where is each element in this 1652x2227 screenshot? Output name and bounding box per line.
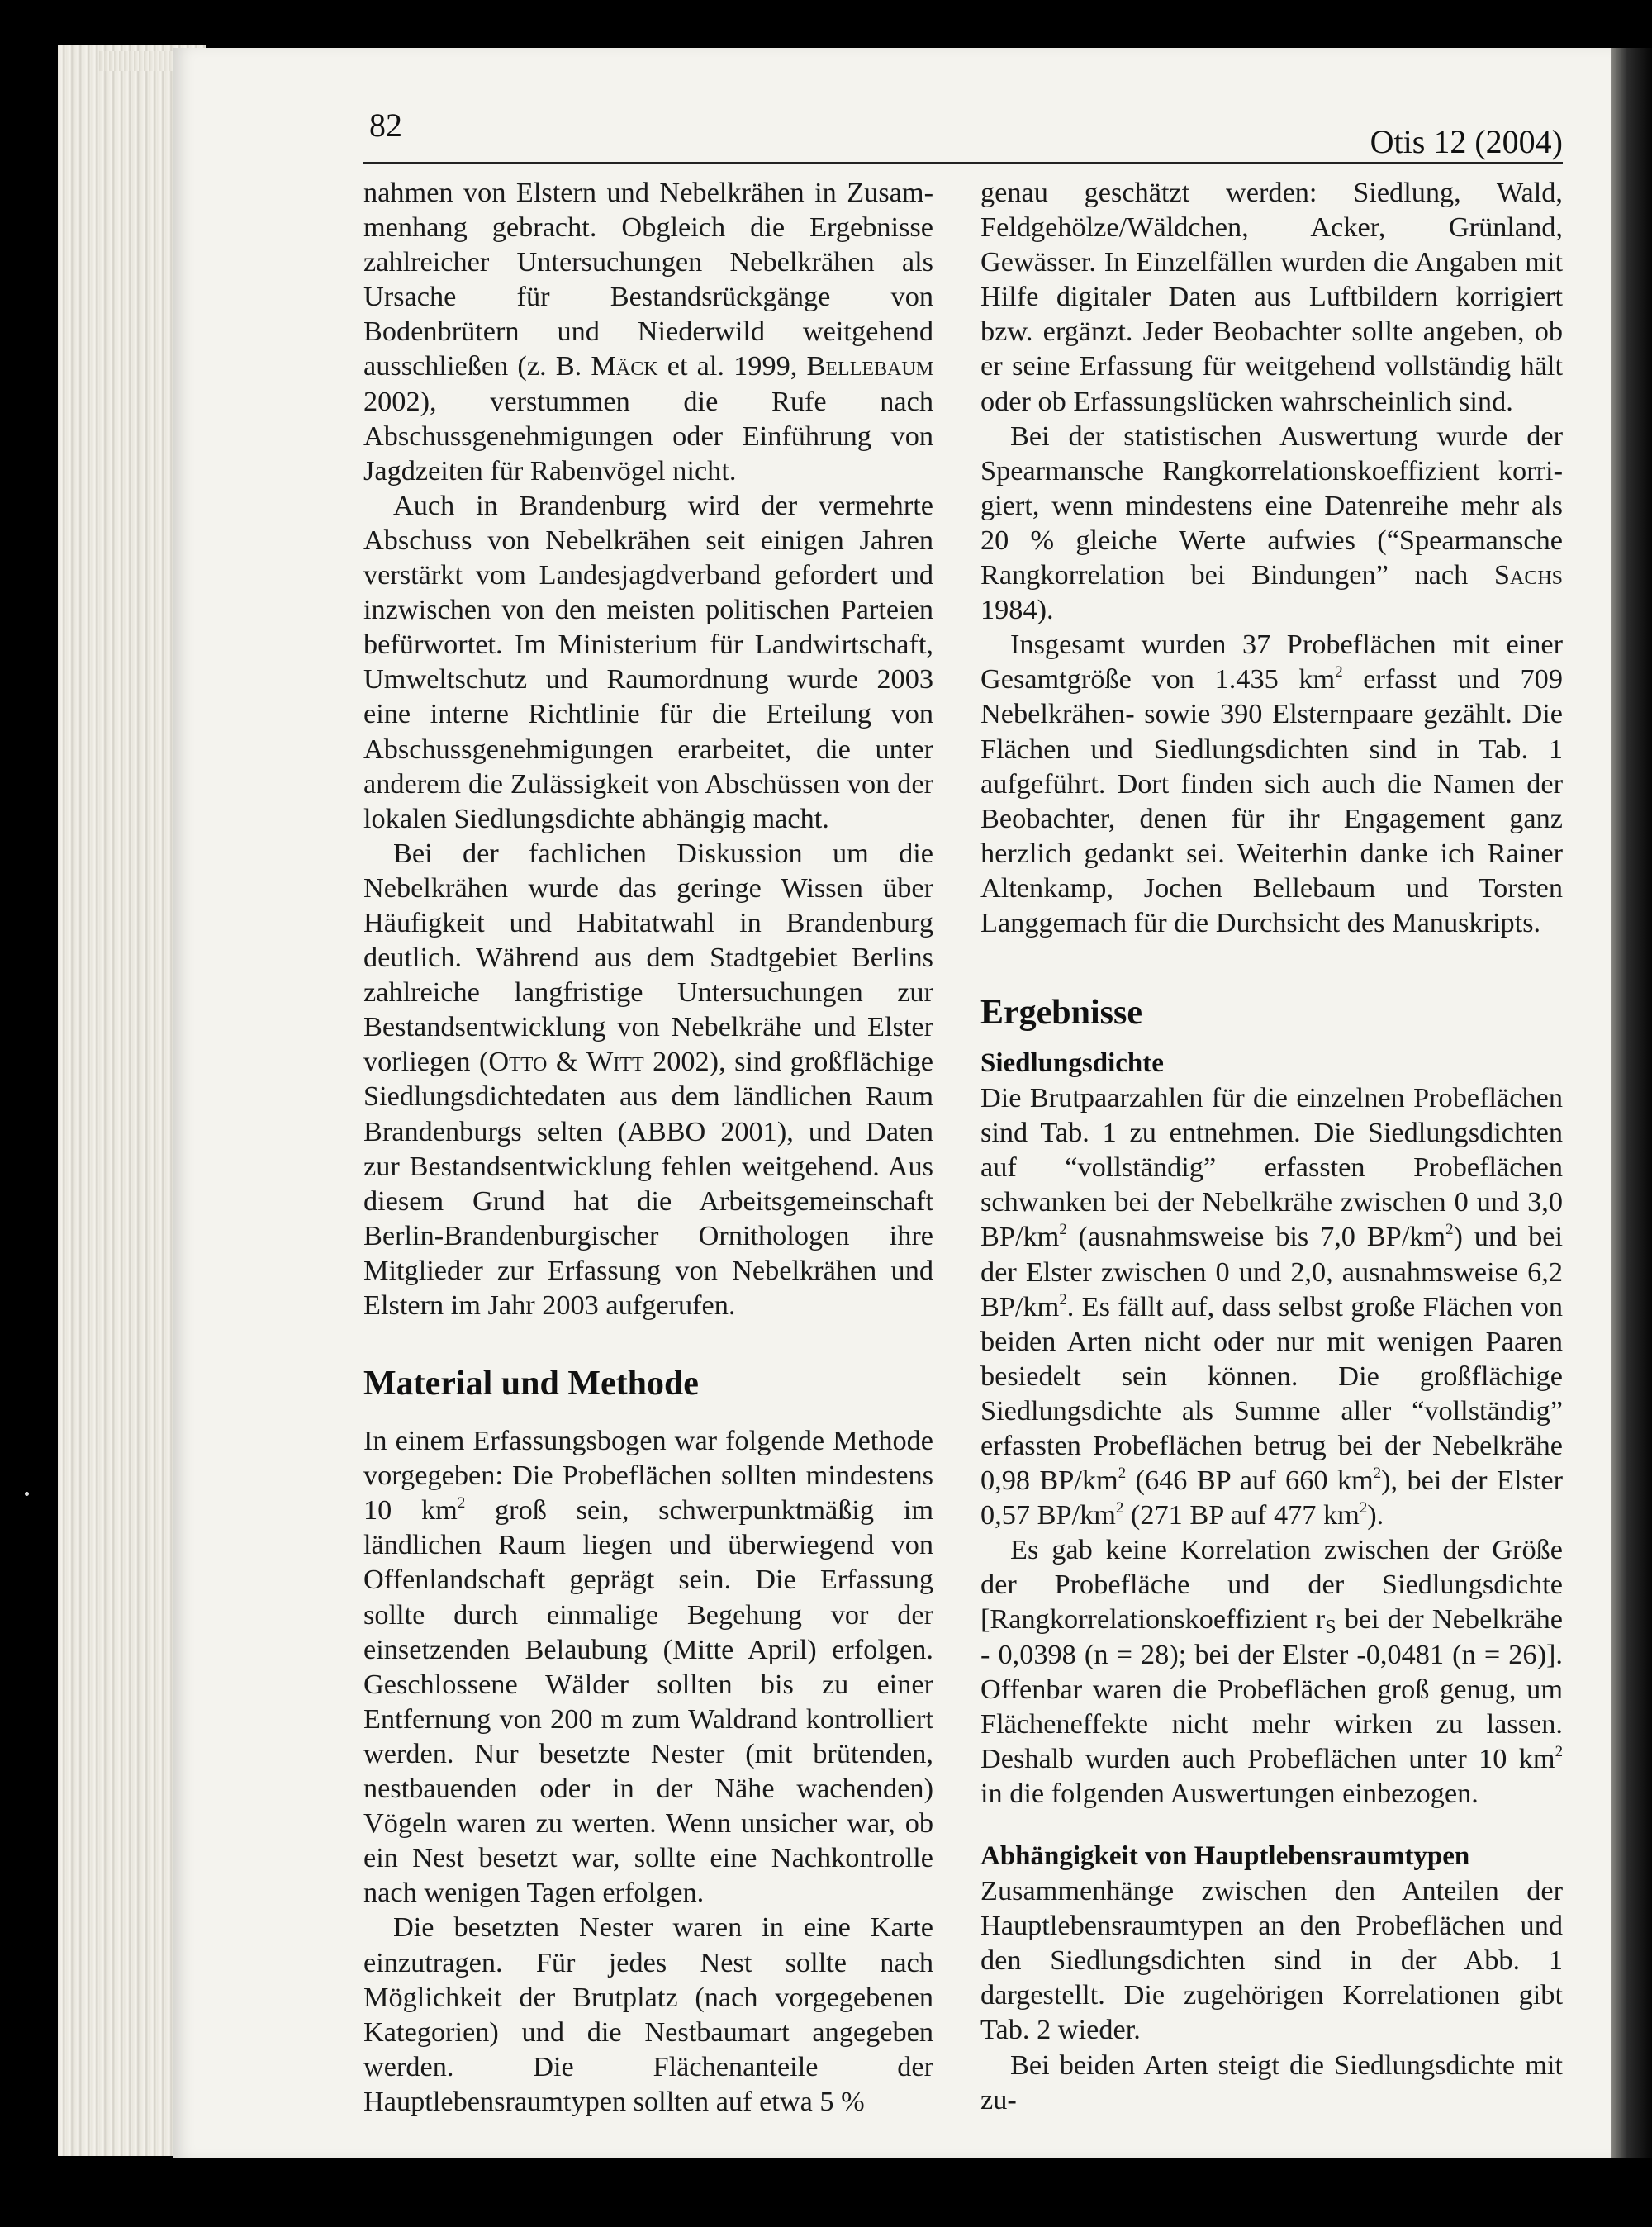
scan-speck xyxy=(25,1492,29,1496)
paragraph: nahmen von Elstern und Nebelkrähen in Zusammenhang gebracht. Obgleich die Ergebnisse zahlreicher Untersuchungen Nebelkrähen als Ursache für Bestandsrückgänge von Bodenbrütern und Niederwild weitgehend ausschließen (z. B. Mäck et al. 1999, Bellebaum 2002), verstummen die Rufe nach Abschussgenehmigungen oder Einführung von Jagdzeiten für Rabenvögel nicht. xyxy=(363,177,934,487)
section-heading-ergebnisse: Ergebnisse xyxy=(980,994,1143,1033)
paragraph: genau geschätzt werden: Siedlung, Wald, Feldgehölze/Wäldchen, Acker, Grünland, Gewässer. In Einzelfällen wurden die Angaben mit Hilfe digitaler Daten aus Luftbildern korrigiert bzw. ergänzt. Jeder Beobachter sollte angeben, ob er seine Erfassung für weitgehend vollständig hält oder ob Erfassungslücken wahrscheinlich sind. xyxy=(980,177,1563,417)
book-spine-shadow xyxy=(1611,48,1652,2158)
section-heading-material: Material und Methode xyxy=(363,1365,699,1403)
subsection-heading-hauptlebensraum: Abhängigkeit von Hauptlebensraumtypen xyxy=(980,1841,1470,1872)
paragraph: Bei der fachlichen Diskussion um die Nebelkrähen wurde das geringe Wissen über Häufigkeit und Habitatwahl in Brandenburg deutlich. Während aus dem Stadtgebiet Berlins zahlreiche langfristige Untersuchungen zur Bestandsentwicklung von Nebelkrähe und Elster vorliegen (Otto & Witt 2002), sind großflächige Siedlungsdichtedaten aus dem ländlichen Raum Brandenburgs selten (ABBO 2001), und Daten zur Bestandsentwicklung fehlen weitgehend. Aus diesem Grund hat die Arbeitsgemeinschaft Berlin-Brandenburgischer Ornithologen ihre Mitglieder zur Erfassung von Nebelkrähen und Elstern im Jahr 2003 aufgerufen. xyxy=(363,837,933,1321)
paragraph: Bei der statistischen Auswertung wurde der Spearmansche Rangkorrelationskoeffizient korrigiert, wenn mindestens eine Datenreihe mehr als 20 % gleiche Werte aufwies (“Spearmansche Rangkorrelation bei Bindungen” nach Sachs 1984). xyxy=(980,420,1564,626)
left-column xyxy=(363,175,933,2119)
paragraph: Insgesamt wurden 37 Probeflächen mit einer Gesamtgröße von 1.435 $km^2$ erfasst und 709 Nebelkrähen- sowie 390 Elsternpaare gezählt. Die Flächen und Siedlungsdichten sind in Tab. 1 aufgeführt. Dort finden sich auch die Namen der Beobachter, denen für ihr Engagement ganz herzlich gedankt sei. Weiterhin danke ich Rainer Altenkamp, Jochen Bellebaum und Torsten Langgemach für die Durchsicht des Manuskripts. xyxy=(980,629,1563,938)
paragraph: Es gab keine Korrelation zwischen der Größe der Probefläche und der Siedlungsdichte [Rangkorrelationskoeffizient $r_S$ bei der Nebelkrähe - 0,0398 (n = 28); bei der Elster -0,0481 (n = 26)]. Offenbar waren die Probeflächen groß genug, um Flächeneffekte nicht mehr wirken zu lassen. Deshalb wurden auch Probeflächen unter 10 $km^2$ in die folgenden Auswertungen einbezogen. xyxy=(980,1534,1563,1809)
header-rule xyxy=(363,162,1563,164)
right-column xyxy=(980,175,1563,2117)
paragraph: Zusammenhänge zwischen den Anteilen der Hauptlebensraumtypen an den Probeflächen und den Siedlungsdichten sind in der Abb. 1 dargestellt. Die zugehörigen Korrelationen gibt Tab. 2 wieder. xyxy=(980,1875,1563,2046)
subsection-heading-siedlungsdichte: Siedlungsdichte xyxy=(980,1048,1164,1079)
paragraph: Auch in Brandenburg wird der vermehrte Abschuss von Nebelkrähen seit einigen Jahren verstärkt vom Landesjagdverband gefordert und inzwischen von den meisten politischen Parteien befürwortet. Im Ministerium für Landwirtschaft, Umweltschutz und Raumordnung wurde 2003 eine interne Richtlinie für die Erteilung von Abschussgenehmigungen erarbeitet, die unter anderem die Zulässigkeit von Abschüssen von der lokalen Siedlungsdichte abhängig macht. xyxy=(363,489,933,834)
paragraph: Die besetzten Nester waren in eine Karte einzutragen. Für jedes Nest sollte nach Möglichkeit der Brutplatz (nach vorgegebenen Kategorien) und die Nestbaumart angegeben werden. Die Flächenanteile der Hauptlebensraumtypen sollten auf etwa 5 % xyxy=(363,1911,933,2117)
paragraph: Die Brutpaarzahlen für die einzelnen Probeflächen sind Tab. 1 zu entnehmen. Die Siedlungsdichten auf “vollständig” erfassten Probeflächen schwanken bei der Nebelkrähe zwischen 0 und 3,0 $BP/km^2$ (ausnahmsweise bis 7,0 $BP/km^2$) und bei der Elster zwischen 0 und 2,0, ausnahmsweise 6,2 $BP/km^2$. Es fällt auf, dass selbst große Flächen von beiden Arten nicht oder nur mit wenigen Paaren besiedelt sein können. Die großflächige Siedlungsdichte als Summe aller “vollständig” erfassten Probeflächen betrug bei der Nebelkrähe 0,98 $BP/km^2$ (646 BP auf 660 $km^2$), bei der Elster 0,57 $BP/km^2$ (271 BP auf 477 $km^2$). xyxy=(980,1082,1563,1531)
page-number: 82 xyxy=(369,107,402,144)
paragraph: In einem Erfassungsbogen war folgende Methode vorgegeben: Die Probeflächen sollten mindestens 10 $km^2$ groß sein, schwerpunktmäßig im ländlichen Raum liegen und überwiegend von Offenlandschaft geprägt sein. Die Erfassung sollte durch einmalige Begehung vor der einsetzenden Belaubung (Mitte April) erfolgen. Geschlossene Wälder sollten bis zu einer Entfernung von 200 m zum Waldrand kontrolliert werden. Nur besetzte Nester (mit brütenden, nestbauenden oder in der Nähe wachenden) Vögeln waren zu werten. Wenn unsicher war, ob ein Nest besetzt war, sollte eine Nachkontrolle nach wenigen Tagen erfolgen. xyxy=(363,1425,933,1909)
running-header: Otis 12 (2004) xyxy=(1370,123,1563,160)
paragraph: Bei beiden Arten steigt die Siedlungsdichte mit zu- xyxy=(980,2049,1563,2115)
